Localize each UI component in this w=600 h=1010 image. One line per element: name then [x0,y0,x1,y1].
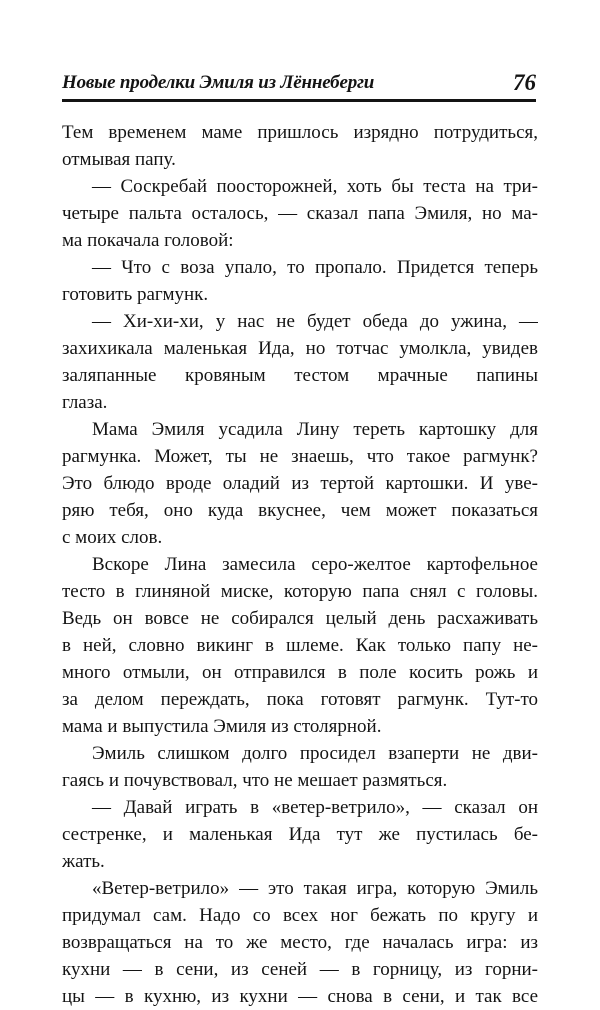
text-line: заляпанные кровяным тестом мрачные папины [62,365,538,386]
text-line: придумал сам. Надо со всех ног бежать по кругу и [62,905,538,926]
text-line: глаза. [62,392,108,413]
running-head [62,72,536,98]
text-line: — Давай играть в «ветер-ветрило», — сказал он [92,797,538,818]
text-line: тесто в глиняной миске, которую папа снял с головы. [62,581,538,602]
text-line: Мама Эмиля усадила Лину тереть картошку для [92,419,538,440]
running-title: Новые проделки Эмиля из Лённеберги [62,72,375,93]
text-line: отмывая папу. [62,149,176,170]
header-rule [62,99,536,102]
text-line: Ведь он вовсе не собирался целый день расхаживать [62,608,538,629]
text-line: возвращаться на то же место, где началась игра: из [62,932,538,953]
text-line: готовить рагмунк. [62,284,209,305]
text-line: много отмыли, он отправился в поле косить рожь и [62,662,538,683]
text-line: сестренке, и маленькая Ида тут же пустилась бе- [62,824,538,845]
text-line: жать. [62,851,105,872]
text-line: Это блюдо вроде оладий из тертой картошки. И уве- [62,473,538,494]
text-line: в ней, словно викинг в шлеме. Как только папу не- [62,635,538,656]
text-line: ма покачала головой: [62,230,234,251]
text-line: за делом переждать, пока готовят рагмунк. Тут-то [62,689,538,710]
text-line: — Соскребай поосторожней, хоть бы теста на три- [92,176,538,197]
text-line: Эмиль слишком долго просидел взаперти не дви- [92,743,538,764]
text-line: — Хи-хи-хи, у нас не будет обеда до ужина, — [92,311,538,332]
text-line: цы — в кухню, из кухни — снова в сени, и так все [62,986,538,1007]
page-number: 76 [513,70,536,95]
text-line: четыре пальта осталось, — сказал папа Эмиля, но ма- [62,203,538,224]
text-line: захихикала маленькая Ида, но тотчас умолкла, увидев [62,338,538,359]
text-line: рагмунка. Может, ты не знаешь, что такое рагмунк? [62,446,538,467]
text-line: с моих слов. [62,527,163,548]
body-text [62,119,538,1010]
text-line: ряю тебя, оно куда вкуснее, чем может показаться [62,500,538,521]
text-line: «Ветер-ветрило» — это такая игра, которую Эмиль [92,878,538,899]
text-line: кухни — в сени, из сеней — в горницу, из горни- [62,959,538,980]
text-line: мама и выпустила Эмиля из столярной. [62,716,382,737]
text-line: гаясь и почувствовал, что не мешает размяться. [62,770,448,791]
text-line: Вскоре Лина замесила серо-желтое картофельное [92,554,538,575]
text-line: — Что с воза упало, то пропало. Придется теперь [92,257,538,278]
text-line: Тем временем маме пришлось изрядно потрудиться, [62,122,538,143]
